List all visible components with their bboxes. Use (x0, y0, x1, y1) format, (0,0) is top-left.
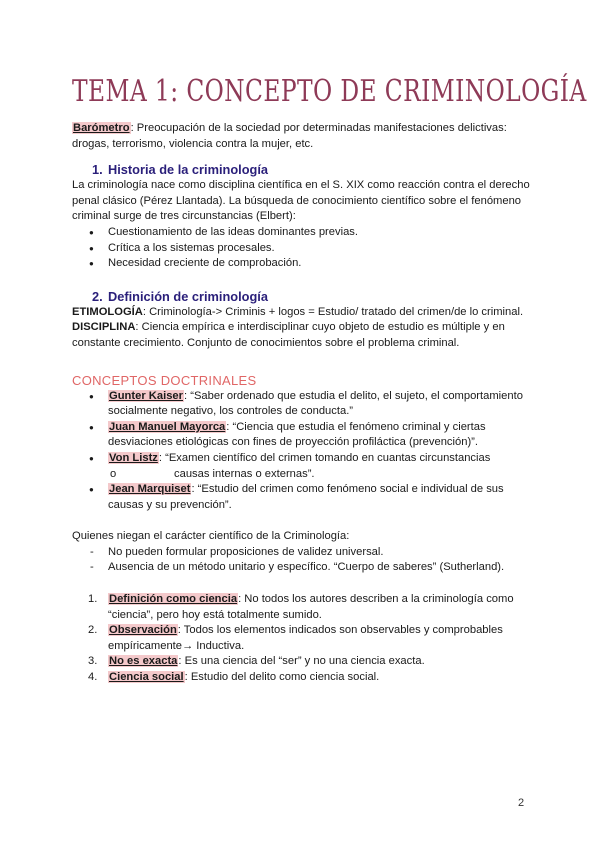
list-item: ● Necesidad creciente de comprobación. (72, 256, 532, 272)
barometro-term: Barómetro (73, 122, 130, 134)
term-highlight: Observación (109, 624, 177, 637)
historia-list (72, 225, 532, 272)
author-name: Von Listz (109, 451, 158, 464)
author-name: Gunter Kaiser (109, 389, 183, 402)
list-item: ● Cuestionamiento de las ideas dominantes previas. (72, 225, 532, 241)
disciplina-term: DISCIPLINA (72, 321, 136, 334)
list-item: ● Gunter Kaiser: “Saber ordenado que estudia el delito, el sujeto, el comportamiento socialmente negativo, los controles de conducta.” (72, 389, 532, 420)
sub-bullet-marker: o (110, 467, 117, 480)
list-item: ● Crítica a los sistemas procesales. (72, 241, 532, 257)
section-heading-definicion: 2. Definición de criminología (92, 288, 268, 304)
list-item: 4. Ciencia social: Estudio del delito como ciencia social. (88, 671, 380, 684)
barometro-text: : Preocupación de la sociedad por determinadas manifestaciones delictivas: drogas, terrorismo, violencia contra la mujer, etc. (72, 122, 507, 150)
etimologia-term: ETIMOLOGÍA (72, 305, 143, 318)
etimologia-paragraph: ETIMOLOGÍA: Criminología-> Criminis + logos = Estudio/ tratado del crimen/de lo criminal. (72, 305, 524, 318)
historia-paragraph: La criminología nace como disciplina científica en el S. XIX como reacción contra el derecho penal clásico (Pérez Llantada). La búsqueda de conocimiento científico sobre el fenómeno criminal surge de tres circunstancias (Elbert): (72, 179, 530, 223)
list-item: 1. Definición como ciencia: No todos los autores describen a la criminología como “ciencia”, pero hoy está totalmente sumido. (88, 593, 514, 621)
niegan-intro: Quienes niegan el carácter científico de la Criminología: (72, 530, 350, 543)
author-name: Jean Marquiset (109, 483, 191, 496)
term-highlight: No es exacta (109, 655, 178, 668)
page-number: 2 (518, 797, 525, 809)
author-name: Juan Manuel Mayorca (109, 420, 226, 433)
section-heading-historia: 1. Historia de la criminología (92, 162, 268, 178)
page-title: TEMA 1: CONCEPTO DE CRIMINOLOGÍA (72, 74, 587, 109)
term-highlight: Ciencia social (109, 671, 184, 684)
list-item: 2. Observación: Todos los elementos indicados son observables y comprobables empíricamente→ Inductiva. (88, 624, 503, 652)
list-item: 3. No es exacta: Es una ciencia del “ser” y no una ciencia exacta. (88, 655, 425, 668)
list-item: - Ausencia de un método unitario y específico. “Cuerpo de saberes” (Sutherland). (72, 560, 532, 576)
characteristics-list (72, 592, 532, 686)
list-item: - No pueden formular proposiciones de validez universal. (72, 545, 532, 561)
niegan-list (72, 545, 532, 576)
list-item: ● Jean Marquiset: “Estudio del crimen como fenómeno social e individual de sus causas y su prevención”. (72, 482, 532, 513)
term-highlight: Definición como ciencia (109, 593, 238, 606)
conceptos-list (72, 389, 532, 514)
list-item: ● Juan Manuel Mayorca: “Ciencia que estudia el fenómeno criminal y ciertas desviaciones etiológicas con fines de proyección profiláctica (prevención)”. (72, 420, 532, 451)
disciplina-paragraph: DISCIPLINA: Ciencia empírica e interdisciplinar cuyo objeto de estudio es múltiple y en constante crecimiento. Conjunto de conocimientos sobre el problema criminal. (72, 321, 505, 349)
list-item: ● Von Listz: “Examen científico del crimen tomando en cuantas circunstancias o causas internas o externas”. (72, 451, 532, 482)
barometro-paragraph (72, 121, 532, 152)
conceptos-heading: CONCEPTOS DOCTRINALES (72, 372, 257, 388)
document-body (72, 121, 532, 686)
